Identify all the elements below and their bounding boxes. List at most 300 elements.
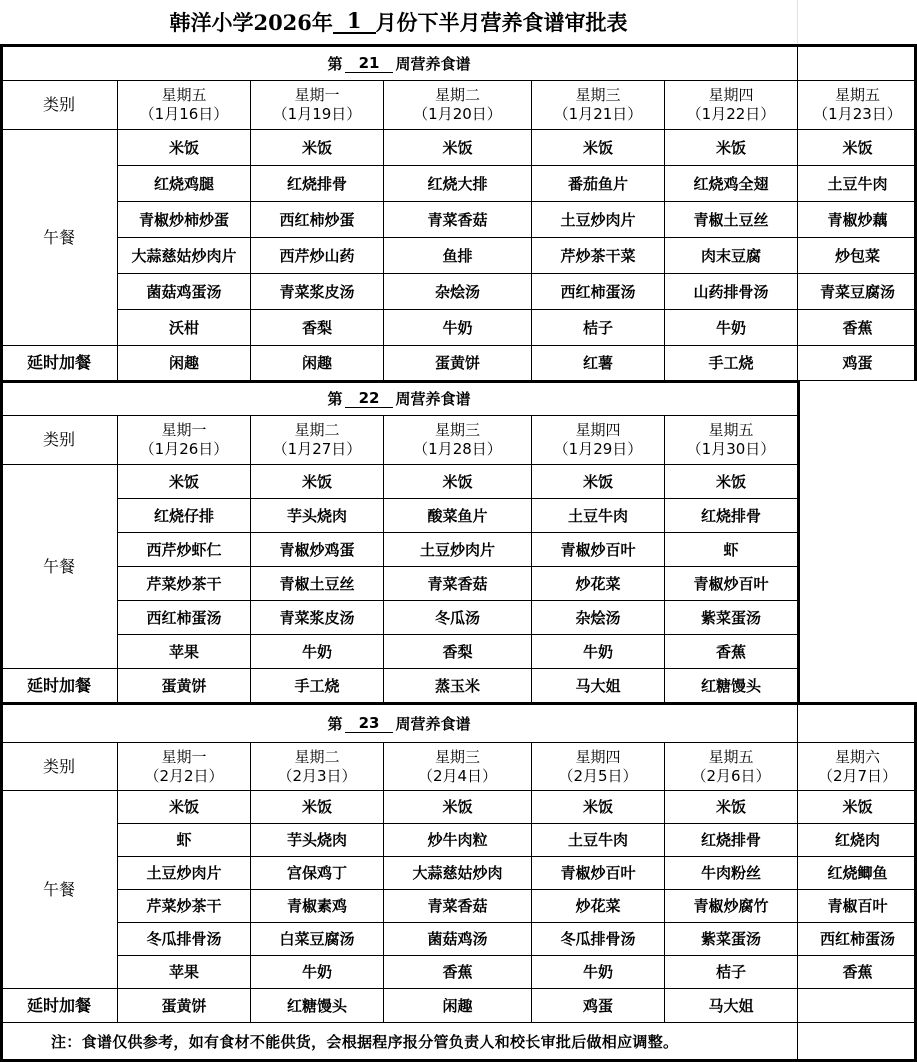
dish-name: 青椒炒腐竹 [693, 897, 769, 915]
menu-item-cell [664, 600, 798, 635]
lunch-label: 午餐 [42, 227, 75, 247]
dish-name: 米饭 [715, 472, 746, 491]
category-header [0, 742, 118, 791]
day-header [117, 742, 251, 791]
dish-name: 香蕉 [715, 642, 746, 661]
dish-name: 香蕉 [842, 318, 873, 337]
dish-name: 苹果 [168, 963, 199, 981]
menu-item-cell [664, 889, 798, 923]
dish-name: 杂烩汤 [434, 282, 480, 301]
menu-item-cell [664, 532, 798, 567]
dish-name: 米饭 [168, 798, 199, 816]
menu-item-cell [664, 634, 798, 669]
date-label: （1月21日） [553, 105, 643, 123]
menu-item-cell [250, 273, 384, 310]
snack-item-cell [797, 345, 917, 381]
snack-item-cell [250, 345, 384, 381]
dish-name: 西红柿蛋汤 [819, 930, 895, 948]
date-label: （1月27日） [272, 440, 362, 458]
snack-name: 马大姐 [575, 676, 621, 695]
dish-name: 青椒炒鸡蛋 [279, 540, 355, 559]
menu-item-cell [383, 201, 532, 238]
dish-name: 炒花菜 [575, 574, 621, 593]
menu-item-cell [797, 273, 917, 310]
weekday-label: 星期五 [708, 421, 754, 439]
menu-item-cell [797, 165, 917, 202]
snack-name: 马大姐 [708, 996, 754, 1015]
dish-name: 炒包菜 [834, 246, 880, 265]
date-label: （1月20日） [413, 105, 502, 123]
menu-item-cell [664, 129, 798, 166]
dish-name: 番茄鱼片 [567, 174, 628, 193]
menu-item-cell [117, 237, 251, 274]
snack-item-cell [531, 988, 665, 1023]
snack-item-cell [797, 988, 917, 1023]
snack-name: 手工烧 [294, 676, 340, 695]
menu-item-cell [250, 498, 384, 533]
date-label: （1月29日） [553, 440, 643, 458]
snack-name: 鸡蛋 [842, 354, 873, 372]
dish-name: 鱼排 [442, 246, 473, 265]
dish-name: 菌菇鸡汤 [427, 930, 488, 948]
menu-item-cell [531, 600, 665, 635]
snack-label: 延时加餐 [26, 675, 91, 695]
dish-name: 菌菇鸡蛋汤 [146, 282, 222, 301]
menu-item-cell [797, 955, 917, 989]
menu-item-cell [664, 823, 798, 857]
dish-name: 青椒百叶 [827, 897, 888, 915]
day-header [531, 742, 665, 791]
dish-name: 酸菜鱼片 [427, 506, 488, 525]
dish-name: 红烧鸡全翅 [693, 174, 769, 193]
dish-name: 炒花菜 [575, 897, 621, 915]
dish-name: 青菜香菇 [427, 897, 488, 915]
menu-item-cell [117, 922, 251, 956]
weekday-label: 星期三 [434, 421, 480, 439]
day-header [664, 415, 798, 465]
menu-item-cell [531, 237, 665, 274]
dish-name: 米饭 [842, 138, 873, 157]
menu-item-cell [664, 309, 798, 346]
dish-name: 香蕉 [442, 963, 473, 981]
dish-name: 大蒜慈姑炒肉 [412, 864, 503, 882]
weekday-label: 星期六 [834, 747, 880, 766]
weekday-label: 星期二 [294, 747, 340, 766]
dish-name: 土豆炒肉片 [419, 540, 495, 559]
menu-item-cell [383, 856, 532, 890]
footnote-text: 注：食谱仅供参考，如有食材不能供货，会根据程序报分管负责人和校长审批后做相应调整。 [51, 1033, 679, 1051]
dish-name: 米饭 [582, 138, 613, 157]
snack-name: 红糖馒头 [700, 676, 761, 695]
snack-item-cell [117, 668, 251, 703]
dish-name: 牛奶 [582, 642, 613, 661]
dish-name: 青椒素鸡 [286, 897, 347, 915]
week-header-blank [797, 702, 917, 743]
category-label: 类别 [42, 430, 75, 449]
dish-name: 红烧大排 [427, 174, 488, 193]
dish-name: 冬瓜排骨汤 [146, 930, 222, 948]
menu-item-cell [531, 532, 665, 567]
dish-name: 香梨 [442, 642, 473, 661]
dish-name: 牛奶 [301, 642, 332, 661]
dish-name: 米饭 [168, 472, 199, 491]
table-border [797, 380, 800, 702]
weekday-label: 星期三 [575, 86, 621, 104]
title-month: 1 [333, 10, 376, 34]
dish-name: 宫保鸡丁 [286, 864, 347, 882]
date-label: （2月5日） [558, 766, 638, 785]
category-header [0, 415, 118, 465]
dish-name: 冬瓜排骨汤 [560, 930, 636, 948]
menu-item-cell [117, 532, 251, 567]
snack-name: 手工烧 [708, 354, 754, 372]
snack-name: 闲趣 [301, 354, 332, 372]
dish-name: 青菜浆皮汤 [279, 282, 355, 301]
week-header-blank [797, 44, 917, 81]
weekday-label: 星期五 [161, 86, 207, 104]
menu-item-cell [531, 955, 665, 989]
snack-name: 蛋黄饼 [161, 996, 207, 1015]
menu-item-cell [531, 856, 665, 890]
dish-name: 西红柿蛋汤 [146, 608, 222, 627]
weekday-label: 星期四 [708, 86, 754, 104]
menu-item-cell [531, 498, 665, 533]
dish-name: 红烧排骨 [700, 506, 761, 525]
snack-item-cell [383, 345, 532, 381]
day-header [664, 742, 798, 791]
menu-item-cell [117, 889, 251, 923]
menu-item-cell [531, 129, 665, 166]
menu-item-cell [250, 600, 384, 635]
menu-item-cell [797, 856, 917, 890]
week-prefix: 第 [327, 714, 343, 733]
menu-item-cell [117, 634, 251, 669]
snack-name: 红薯 [582, 354, 613, 372]
day-header [383, 742, 532, 791]
day-header [664, 80, 798, 130]
dish-name: 青椒土豆丝 [279, 574, 355, 593]
date-label: （2月6日） [691, 766, 771, 785]
week-header [0, 380, 798, 416]
date-label: （2月7日） [817, 766, 898, 785]
snack-item-cell [664, 988, 798, 1023]
date-label: （1月30日） [686, 440, 776, 458]
week-header [0, 44, 798, 81]
date-label: （2月2日） [144, 766, 224, 785]
menu-item-cell [250, 823, 384, 857]
week-prefix: 第 [327, 54, 343, 73]
dish-name: 土豆牛肉 [827, 174, 888, 193]
menu-item-cell [797, 889, 917, 923]
category-label: 类别 [42, 95, 75, 114]
menu-item-cell [664, 955, 798, 989]
dish-name: 青菜香菇 [427, 210, 488, 229]
dish-name: 白菜豆腐汤 [279, 930, 355, 948]
dish-name: 桔子 [715, 963, 746, 981]
snack-name: 蒸玉米 [434, 676, 480, 695]
title-suffix: 月份下半月营养食谱审批表 [375, 10, 628, 35]
menu-item-cell [250, 889, 384, 923]
menu-item-cell [117, 273, 251, 310]
snack-name: 蛋黄饼 [434, 354, 480, 372]
week-prefix: 第 [327, 390, 343, 408]
menu-item-cell [250, 165, 384, 202]
page-title [0, 0, 797, 44]
week-number: 23 [345, 715, 394, 733]
menu-item-cell [383, 922, 532, 956]
day-header [383, 415, 532, 465]
snack-item-cell [531, 668, 665, 703]
weekday-label: 星期二 [434, 86, 480, 104]
snack-label: 延时加餐 [26, 995, 91, 1015]
category-header [0, 80, 118, 130]
dish-name: 牛奶 [715, 318, 746, 337]
dish-name: 芋头烧肉 [286, 831, 347, 849]
menu-item-cell [250, 922, 384, 956]
menu-item-cell [664, 237, 798, 274]
menu-item-cell [383, 309, 532, 346]
dish-name: 牛肉粉丝 [700, 864, 761, 882]
dish-name: 青椒炒藕 [827, 210, 888, 229]
menu-item-cell [117, 600, 251, 635]
category-label: 类别 [42, 756, 75, 776]
menu-item-cell [383, 464, 532, 499]
dish-name: 大蒜慈姑炒肉片 [131, 246, 237, 265]
dish-name: 香蕉 [842, 963, 873, 981]
menu-item-cell [664, 201, 798, 238]
dish-name: 米饭 [168, 138, 199, 157]
menu-item-cell [250, 790, 384, 824]
dish-name: 青椒炒百叶 [560, 540, 636, 559]
dish-name: 牛奶 [582, 963, 613, 981]
menu-item-cell [117, 790, 251, 824]
menu-item-cell [250, 237, 384, 274]
day-header [250, 415, 384, 465]
dish-name: 红烧排骨 [700, 831, 761, 849]
menu-item-cell [383, 566, 532, 601]
weekday-label: 星期五 [834, 86, 880, 104]
menu-item-cell [797, 922, 917, 956]
snack-name: 闲趣 [168, 354, 199, 372]
menu-item-cell [383, 823, 532, 857]
dish-name: 青椒炒百叶 [560, 864, 636, 882]
dish-name: 牛奶 [301, 963, 332, 981]
menu-item-cell [250, 955, 384, 989]
week-suffix: 周营养食谱 [395, 714, 471, 733]
menu-item-cell [797, 201, 917, 238]
menu-item-cell [531, 790, 665, 824]
menu-item-cell [117, 165, 251, 202]
week-suffix: 周营养食谱 [395, 390, 471, 408]
snack-name: 红糖馒头 [286, 996, 347, 1015]
menu-item-cell [664, 273, 798, 310]
dish-name: 虾 [723, 540, 739, 559]
weekday-label: 星期一 [161, 747, 207, 766]
menu-item-cell [664, 498, 798, 533]
menu-item-cell [383, 498, 532, 533]
menu-item-cell [250, 532, 384, 567]
dish-name: 米饭 [842, 798, 873, 816]
snack-name: 鸡蛋 [582, 996, 613, 1015]
dish-name: 青椒炒柿炒蛋 [138, 210, 229, 229]
date-label: （2月4日） [417, 766, 498, 785]
day-header [117, 80, 251, 130]
menu-item-cell [797, 309, 917, 346]
day-header [117, 415, 251, 465]
weekday-label: 星期三 [434, 747, 480, 766]
lunch-label-cell [0, 464, 118, 669]
dish-name: 米饭 [715, 138, 746, 157]
snack-item-cell [117, 988, 251, 1023]
snack-item-cell [383, 988, 532, 1023]
snack-item-cell [250, 668, 384, 703]
lunch-label-cell [0, 129, 118, 346]
dish-name: 青菜香菇 [427, 574, 488, 593]
snack-name: 蛋黄饼 [161, 676, 207, 695]
dish-name: 米饭 [442, 798, 473, 816]
menu-item-cell [117, 309, 251, 346]
day-header [250, 742, 384, 791]
dish-name: 芹炒茶干菜 [560, 246, 636, 265]
dish-name: 香梨 [301, 318, 332, 337]
dish-name: 米饭 [442, 472, 473, 491]
week-header [0, 702, 798, 743]
menu-item-cell [531, 922, 665, 956]
day-header [531, 415, 665, 465]
menu-item-cell [664, 566, 798, 601]
weekday-label: 星期四 [575, 421, 621, 439]
week-number: 22 [345, 390, 394, 408]
snack-label-cell [0, 988, 118, 1023]
dish-name: 西红柿蛋汤 [560, 282, 636, 301]
menu-item-cell [250, 634, 384, 669]
menu-item-cell [664, 922, 798, 956]
dish-name: 山药排骨汤 [693, 282, 769, 301]
menu-item-cell [250, 309, 384, 346]
weekday-label: 星期二 [294, 421, 340, 439]
lunch-label: 午餐 [42, 879, 75, 899]
dish-name: 青菜豆腐汤 [819, 282, 895, 301]
menu-item-cell [250, 129, 384, 166]
menu-item-cell [531, 823, 665, 857]
menu-item-cell [797, 823, 917, 857]
menu-item-cell [383, 955, 532, 989]
menu-item-cell [797, 129, 917, 166]
dish-name: 西红柿炒蛋 [279, 210, 355, 229]
snack-item-cell [117, 345, 251, 381]
dish-name: 冬瓜汤 [434, 608, 480, 627]
dish-name: 青菜浆皮汤 [279, 608, 355, 627]
menu-item-cell [797, 237, 917, 274]
dish-name: 米饭 [301, 472, 332, 491]
menu-item-cell [531, 634, 665, 669]
menu-item-cell [250, 201, 384, 238]
menu-item-cell [531, 309, 665, 346]
menu-item-cell [117, 498, 251, 533]
menu-item-cell [664, 165, 798, 202]
menu-item-cell [383, 273, 532, 310]
menu-item-cell [531, 273, 665, 310]
snack-item-cell [383, 668, 532, 703]
menu-item-cell [250, 856, 384, 890]
dish-name: 红烧排骨 [286, 174, 347, 193]
day-header [383, 80, 532, 130]
dish-name: 芋头烧肉 [286, 506, 347, 525]
dish-name: 沃柑 [168, 318, 199, 337]
dish-name: 土豆牛肉 [567, 831, 628, 849]
dish-name: 牛奶 [442, 318, 473, 337]
menu-item-cell [117, 823, 251, 857]
dish-name: 杂烩汤 [575, 608, 621, 627]
dish-name: 芹菜炒茶干 [146, 574, 222, 593]
dish-name: 土豆炒肉片 [560, 210, 636, 229]
day-header [797, 80, 917, 130]
dish-name: 芹菜炒茶干 [146, 897, 222, 915]
date-label: （1月16日） [139, 105, 229, 123]
dish-name: 米饭 [301, 798, 332, 816]
menu-item-cell [531, 201, 665, 238]
week-suffix: 周营养食谱 [395, 54, 471, 73]
date-label: （1月26日） [139, 440, 229, 458]
snack-item-cell [664, 345, 798, 381]
menu-item-cell [117, 201, 251, 238]
date-label: （2月3日） [277, 766, 357, 785]
dish-name: 紫菜蛋汤 [700, 608, 761, 627]
menu-item-cell [383, 532, 532, 567]
menu-item-cell [250, 566, 384, 601]
menu-item-cell [531, 464, 665, 499]
dish-name: 青椒炒百叶 [693, 574, 769, 593]
dish-name: 虾 [176, 831, 192, 849]
menu-item-cell [117, 464, 251, 499]
snack-label-cell [0, 668, 118, 703]
week-number: 21 [345, 55, 394, 73]
weekday-label: 星期一 [161, 421, 207, 439]
table-border [0, 44, 3, 1062]
menu-item-cell [531, 165, 665, 202]
dish-name: 米饭 [582, 472, 613, 491]
weekday-label: 星期四 [575, 747, 621, 766]
footnote [0, 1022, 798, 1062]
day-header [797, 742, 917, 791]
menu-item-cell [383, 889, 532, 923]
day-header [531, 80, 665, 130]
dish-name: 桔子 [582, 318, 613, 337]
menu-item-cell [117, 129, 251, 166]
weekday-label: 星期五 [708, 747, 754, 766]
menu-item-cell [383, 790, 532, 824]
lunch-label: 午餐 [42, 556, 75, 576]
dish-name: 红烧鲫鱼 [827, 864, 888, 882]
menu-item-cell [117, 955, 251, 989]
weekday-label: 星期一 [294, 86, 340, 104]
dish-name: 米饭 [582, 798, 613, 816]
date-label: （1月22日） [686, 105, 776, 123]
menu-item-cell [383, 634, 532, 669]
dish-name: 红烧仔排 [153, 506, 214, 525]
menu-item-cell [383, 237, 532, 274]
menu-item-cell [117, 856, 251, 890]
dish-name: 米饭 [715, 798, 746, 816]
menu-item-cell [664, 856, 798, 890]
menu-item-cell [383, 165, 532, 202]
dish-name: 红烧鸡腿 [153, 174, 214, 193]
snack-name: 闲趣 [442, 996, 473, 1015]
menu-item-cell [383, 129, 532, 166]
menu-item-cell [531, 889, 665, 923]
snack-label: 延时加餐 [26, 353, 91, 372]
dish-name: 西芹炒虾仁 [146, 540, 222, 559]
